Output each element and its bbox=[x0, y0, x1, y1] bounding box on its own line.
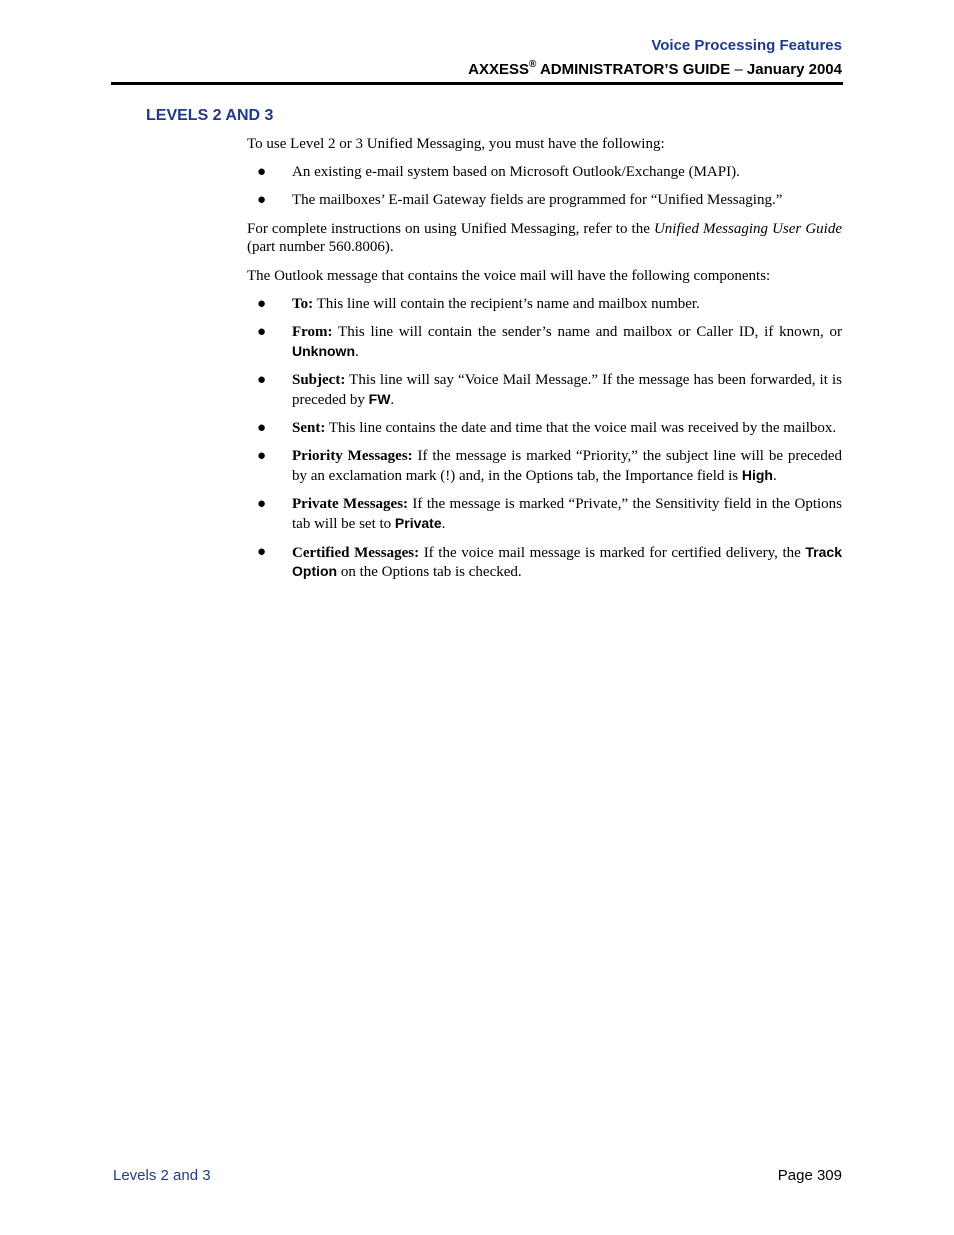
list-item: ● The mailboxes’ E-mail Gateway fields are programmed for “Unified Messaging.” bbox=[257, 192, 783, 209]
footer-section-title: Levels 2 and 3 bbox=[113, 1167, 211, 1184]
guide-brand: AXXESS bbox=[468, 61, 529, 78]
page-number: Page 309 bbox=[777, 1167, 842, 1184]
components-list bbox=[247, 295, 842, 582]
list-item: ● From: This line will contain the sender’s name and mailbox or Caller ID, if known, or Unknown. bbox=[257, 323, 842, 360]
bullet-icon: ● bbox=[257, 419, 267, 436]
guide-dash: – bbox=[734, 61, 743, 78]
requirements-list bbox=[247, 163, 842, 210]
bullet-icon: ● bbox=[257, 543, 267, 560]
intro-paragraph: To use Level 2 or 3 Unified Messaging, you must have the following: bbox=[247, 136, 665, 152]
running-header-guide bbox=[468, 60, 842, 78]
bullet-icon: ● bbox=[257, 447, 267, 464]
bullet-icon: ● bbox=[257, 371, 267, 388]
instructions-paragraph: For complete instructions on using Unified Messaging, refer to the Unified Messaging User Guide (part number 560.8006). bbox=[247, 220, 842, 256]
section-heading: LEVELS 2 AND 3 bbox=[146, 107, 274, 124]
list-item: ● Subject: This line will say “Voice Mail Message.” If the message has been forwarded, it is preceded by FW. bbox=[257, 371, 842, 408]
bullet-icon: ● bbox=[257, 295, 267, 312]
running-header-section: Voice Processing Features bbox=[651, 37, 842, 54]
guide-title: ADMINISTRATOR’S GUIDE bbox=[536, 61, 735, 78]
list-item: ● Sent: This line contains the date and time that the voice mail was received by the mailbox. bbox=[257, 419, 837, 436]
list-item: ● Certified Messages: If the voice mail message is marked for certified delivery, the Track Option on the Options tab is checked. bbox=[257, 543, 842, 581]
list-item: ● To: This line will contain the recipient’s name and mailbox number. bbox=[257, 295, 700, 312]
list-item: ● An existing e-mail system based on Microsoft Outlook/Exchange (MAPI). bbox=[257, 164, 740, 181]
bullet-icon: ● bbox=[257, 323, 267, 340]
bullet-icon: ● bbox=[257, 192, 267, 209]
bullet-icon: ● bbox=[257, 495, 267, 512]
list-item: ● Private Messages: If the message is marked “Private,” the Sensitivity field in the Options tab will be set to Private. bbox=[257, 495, 843, 532]
header-rule bbox=[111, 82, 843, 85]
guide-reference: Unified Messaging User Guide bbox=[653, 220, 842, 237]
registered-mark: ® bbox=[528, 59, 537, 70]
body-content bbox=[247, 135, 842, 592]
bullet-icon: ● bbox=[257, 164, 267, 181]
guide-date: January 2004 bbox=[742, 61, 842, 78]
components-intro: The Outlook message that contains the voice mail will have the following components: bbox=[247, 267, 771, 284]
list-item: ● Priority Messages: If the message is marked “Priority,” the subject line will be preceded by an exclamation mark (!) and, in the Options tab, the Importance field is High. bbox=[257, 447, 842, 484]
